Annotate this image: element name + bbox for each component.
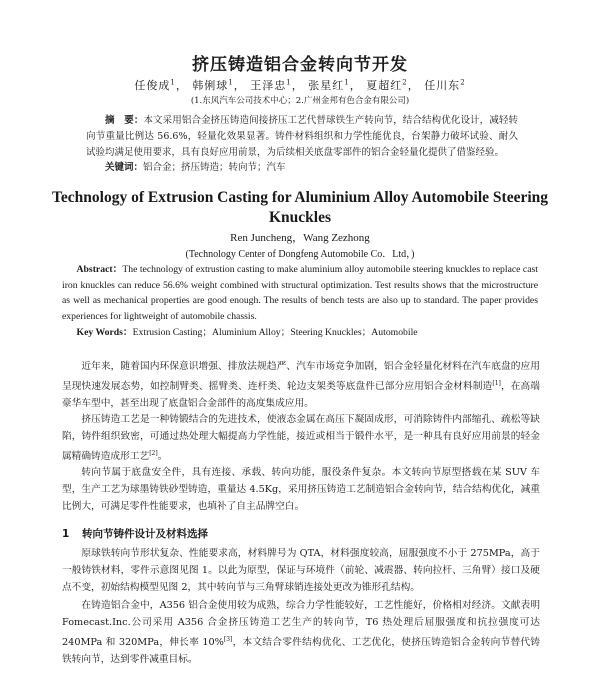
- body-paragraph-2: 挤压铸造工艺是一种铸锻结合的先进技术，使液态金属在高压下凝固成形，可消除铸件内部缩孔、疏松等缺陷，铸件组织致密，可通过热处理大幅提高力学性能，接近或相当于锻件水平，是一种具有良好应用前景的轻金属精确铸造成形工艺[2]。: [62, 414, 540, 463]
- section-title: 转向节铸件设计及材料选择: [82, 528, 208, 540]
- chinese-title: 挤压铸造铝合金转向节开发: [192, 55, 408, 75]
- author-3: 王泽忠$^1$，: [250, 78, 304, 92]
- section-number: 1: [62, 528, 70, 540]
- citation-1: [1]: [492, 380, 501, 387]
- author-2: 韩俐球$^1$，: [192, 78, 246, 92]
- author-6: 任川东$^2$: [424, 78, 466, 92]
- english-title: Technology of Extrusion Casting for Aluminium Alloy Automobile Steering Knuckles: [51, 189, 549, 226]
- chinese-keywords-label: 关键词：: [105, 162, 144, 173]
- english-keywords: [62, 325, 538, 341]
- chinese-authors: [0, 77, 600, 93]
- body-paragraph-4: 原球铁转向节形状复杂、性能要求高，材料牌号为 QTA，材料强度较高，屈服强度不小于 275MPa，高于一般铸铁材料，零件示意图见图 1。以此为原型，保证与环境件（前轮、减震器、转向拉杆、三角臂）接口及硬点不变，初始结构模型见图 2，其中转向节与三角臂球销连接处更改为锥形孔结构。: [62, 548, 540, 593]
- english-abstract-label: Abstract：: [76, 264, 123, 275]
- chinese-affiliation: (1.东风汽车公司技术中心；2.广州金邦有色合金有限公司): [190, 96, 410, 106]
- english-abstract-text: The technology of extrustion casting to make aluminium alloy automobile steering knuckles to replace cast iron knuckles can reduce 56.6% weight combined with structural optimization. Test results shows that the microstructure as well as mechanical properties are good enough. The results of bench tests are also up to standard. The paper provides experiences for lightweight of automobile chassis.: [62, 264, 538, 322]
- author-4: 张星红$^1$，: [308, 78, 362, 92]
- section-heading-1: [62, 526, 208, 541]
- author-5: 夏超红$^2$，: [366, 78, 420, 92]
- english-affiliation: (Technology Center of Dongfeng Automobile Co．Ltd，): [185, 249, 415, 260]
- author-1: 任俊成$^1$，: [134, 78, 188, 92]
- chinese-abstract: [86, 113, 518, 161]
- chinese-abstract-text: 本文采用铝合金挤压铸造间接挤压工艺代替球铁生产转向节，结合结构优化设计，减轻转向节重量比例达 56.6%，轻量化效果显著。铸件材料组织和力学性能优良，台架静力破坏试验、耐久试验均满足使用要求，具有良好应用前景，为后续相关底盘零部件的铝合金轻量化提供了借鉴经验。: [86, 115, 518, 158]
- body-paragraph-3: 转向节属于底盘安全件，具有连接、承载、转向功能，服役条件复杂。本文转向节原型搭载在某 SUV 车型，生产工艺为球墨铸铁砂型铸造，重量达 4.5Kg，采用挤压铸造工艺制造铝合金转向节，结合结构优化，减重比例大，可满足零件性能要求，也填补了自主品牌空白。: [62, 467, 540, 512]
- citation-3: [3]: [223, 636, 233, 643]
- chinese-keywords-text: 铝合金；挤压铸造；转向节；汽车: [143, 162, 286, 173]
- english-authors: Ren Juncheng，Wang Zezhong: [230, 232, 370, 244]
- english-keywords-text: Extrusion Casting；Aluminium Alloy；Steering Knuckles；Automobile: [132, 327, 418, 338]
- citation-2: [2]: [149, 450, 158, 457]
- body-paragraph-1: 近年来，随着国内环保意识增强、排放法规趋严、汽车市场竞争加剧，铝合金轻量化材料在汽车底盘的应用呈现快速发展态势，如控制臂类、摇臂类、连杆类、轮边支架类等底盘件已部分应用铝合金材料制造[1]，在高端豪华车型中，甚至出现了底盘铝合金部件的高度集成应用。: [62, 361, 540, 410]
- chinese-keywords: [86, 160, 518, 176]
- body-paragraph-5: 在铸造铝合金中，A356 铝合金使用较为成熟，综合力学性能较好，工艺性能好，价格相对经济。文献表明 Fomecast.Inc.公司采用 A356 合金挤压铸造工艺生产的转向节，T6 热处理后屈服强度和抗拉强度可达 240MPa 和 320MPa，伸长率 10%[3]，本文结合零件结构优化、工艺优化，使挤压铸造铝合金转向节替代铸铁转向节，达到零件减重目标。: [62, 600, 540, 666]
- chinese-abstract-label: 摘 要：: [105, 115, 144, 126]
- english-keywords-label: Key Words：: [76, 327, 133, 338]
- english-abstract: [62, 262, 538, 324]
